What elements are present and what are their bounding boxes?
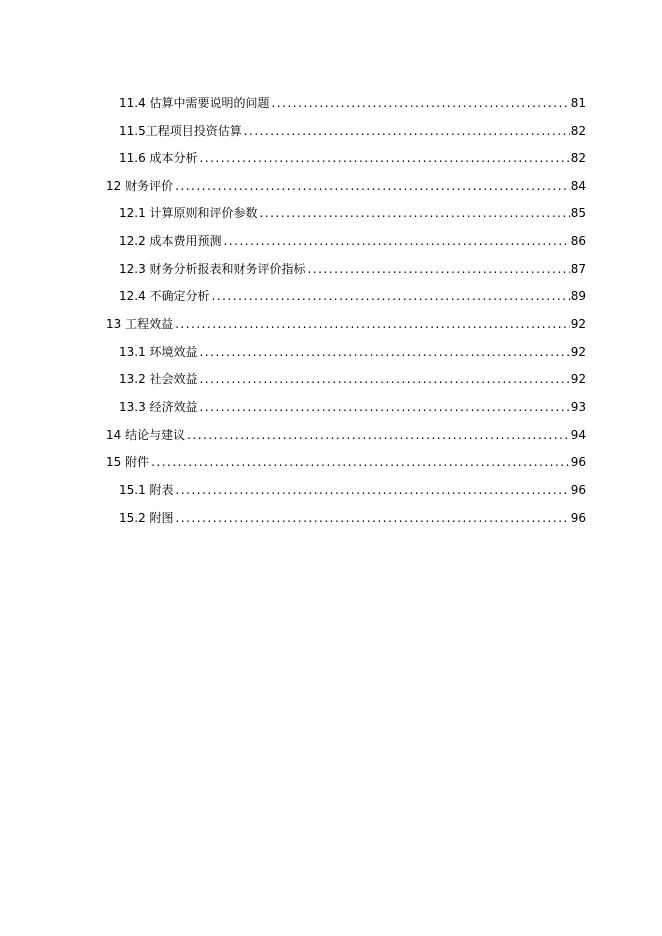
toc-entry-12-1[interactable]: [119, 203, 586, 223]
toc-entry-11-4[interactable]: [119, 93, 586, 113]
toc-entry-page: 87: [570, 262, 586, 276]
toc-entry-title: 12.3 财务分析报表和财务评价指标: [119, 262, 306, 276]
toc-entry-14[interactable]: [106, 425, 586, 445]
toc-entry-page: 96: [570, 455, 586, 469]
dot-leader: [200, 397, 570, 417]
toc-entry-12-2[interactable]: [119, 231, 586, 251]
dot-leader: [200, 148, 570, 168]
toc-entry-title: 12.4 不确定分析: [119, 289, 210, 303]
toc-entry-title: 15.2 附图: [119, 511, 174, 525]
toc-entry-page: 85: [570, 206, 586, 220]
toc-entry-11-6[interactable]: [119, 148, 586, 168]
dot-leader: [200, 342, 570, 362]
toc-entry-page: 84: [570, 179, 586, 193]
toc-entry-page: 92: [570, 345, 586, 359]
toc-entry-title: 15.1 附表: [119, 483, 174, 497]
toc-entry-title: 13 工程效益: [106, 317, 174, 331]
toc-entry-12-4[interactable]: [119, 286, 586, 306]
toc-entry-13-3[interactable]: [119, 397, 586, 417]
toc-entry-title: 12.2 成本费用预测: [119, 234, 222, 248]
dot-leader: [175, 314, 570, 334]
toc-entry-15-1[interactable]: [119, 480, 586, 500]
toc-entry-13-2[interactable]: [119, 369, 586, 389]
toc-entry-page: 82: [570, 151, 586, 165]
dot-leader: [212, 286, 570, 306]
dot-leader: [175, 176, 570, 196]
toc-entry-15-2[interactable]: [119, 508, 586, 528]
dot-leader: [260, 203, 570, 223]
dot-leader: [308, 259, 570, 279]
dot-leader: [272, 93, 570, 113]
toc-entry-page: 92: [570, 317, 586, 331]
dot-leader: [176, 480, 570, 500]
toc-entry-title: 11.5工程项目投资估算: [119, 124, 242, 138]
toc-entry-title: 14 结论与建议: [106, 428, 186, 442]
toc-entry-page: 93: [570, 400, 586, 414]
dot-leader: [244, 121, 570, 141]
toc-entry-title: 12 财务评价: [106, 179, 174, 193]
dot-leader: [200, 369, 570, 389]
toc-entry-title: 12.1 计算原则和评价参数: [119, 206, 258, 220]
toc-entry-page: 94: [570, 428, 586, 442]
toc-entry-title: 13.1 环境效益: [119, 345, 198, 359]
toc-entry-12[interactable]: [106, 176, 586, 196]
toc-entry-page: 81: [570, 96, 586, 110]
toc-entry-title: 13.2 社会效益: [119, 372, 198, 386]
toc-entry-page: 96: [570, 483, 586, 497]
toc-entry-page: 92: [570, 372, 586, 386]
toc-entry-11-5[interactable]: [119, 121, 586, 141]
toc-entry-page: 89: [570, 289, 586, 303]
toc-entry-title: 11.6 成本分析: [119, 151, 198, 165]
toc-entry-13[interactable]: [106, 314, 586, 334]
toc-entry-title: 15 附件: [106, 455, 150, 469]
toc-entry-15[interactable]: [106, 452, 586, 472]
toc-entry-title: 11.4 估算中需要说明的问题: [119, 96, 270, 110]
toc-entry-page: 82: [570, 124, 586, 138]
toc-entry-page: 86: [570, 234, 586, 248]
dot-leader: [187, 425, 570, 445]
toc-entry-12-3[interactable]: [119, 259, 586, 279]
toc-entry-13-1[interactable]: [119, 342, 586, 362]
dot-leader: [176, 508, 570, 528]
toc-entry-page: 96: [570, 511, 586, 525]
dot-leader: [151, 452, 570, 472]
dot-leader: [224, 231, 570, 251]
toc-entry-title: 13.3 经济效益: [119, 400, 198, 414]
